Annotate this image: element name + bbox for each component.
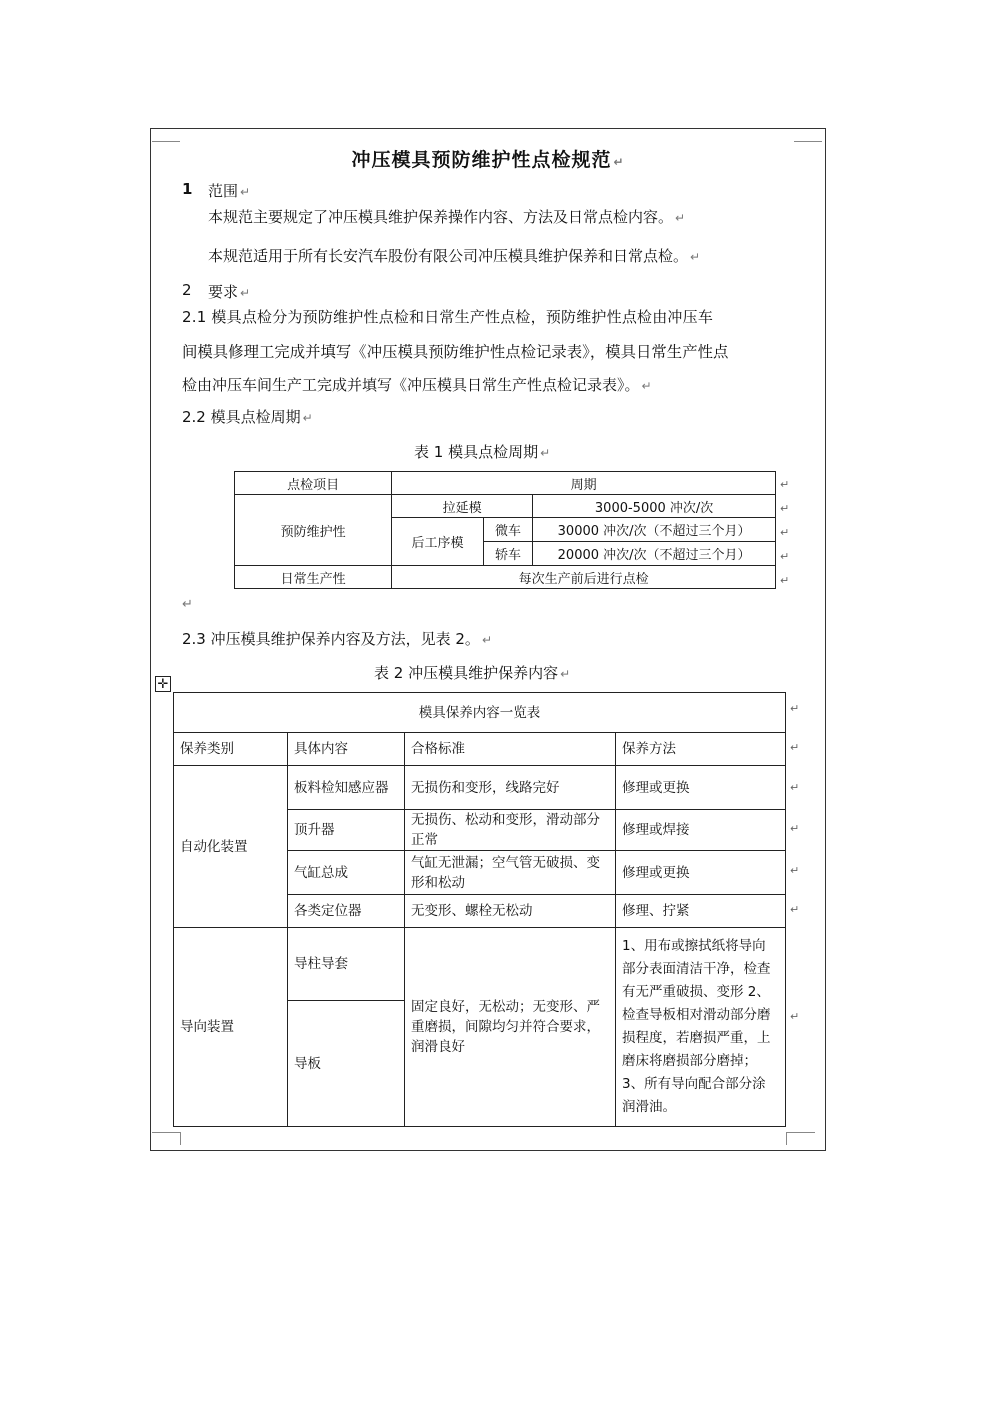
- row-end-mark: ↵: [790, 864, 800, 877]
- t2-standard: 气缸无泄漏；空气管无破损、变形和松动: [405, 851, 616, 895]
- t2-guide-pillar-bush: 导柱导套: [288, 928, 405, 1001]
- crop-mark-tl: [152, 129, 180, 142]
- document-title: 冲压模具预防维护性点检规范 ↵: [351, 149, 625, 171]
- row-end-mark: ↵: [780, 502, 790, 515]
- t2-standard: 无损伤和变形，线路完好: [405, 766, 616, 810]
- section-1-number: 1: [182, 180, 193, 198]
- t2-method: 修理或更换: [616, 851, 786, 895]
- paragraph-2-1-line-3: 检由冲压车间生产工完成并填写《冲压模具日常生产性点检记录表》。 ↵: [182, 376, 652, 394]
- table-2-caption: 表 2 冲压模具维护保养内容 ↵: [374, 664, 571, 682]
- t2-guide-method: 1、用布或擦拭纸将导向部分表面清洁干净，检查有无严重破损、变形 2、检查导板相对滑动部分磨损程度，若磨损严重，上磨床将磨损部分磨掉； 3、所有导向配合部分涂润滑油。: [616, 928, 786, 1127]
- t2-standard: 无变形、螺栓无松动: [405, 895, 616, 928]
- row-end-mark: ↵: [790, 1010, 800, 1023]
- t2-guide-plate: 导板: [288, 1001, 405, 1127]
- section-2-heading: 要求 ↵: [208, 283, 251, 301]
- t1-micro-car: 微车: [483, 518, 532, 542]
- section-2-number: 2: [182, 281, 192, 299]
- table-1-inspection-cycle: [234, 471, 776, 589]
- crop-mark-br: [786, 1132, 815, 1145]
- table-move-handle-icon[interactable]: ✛: [155, 676, 171, 692]
- row-end-mark: ↵: [790, 781, 800, 794]
- row-end-mark: ↵: [790, 822, 800, 835]
- t1-header-item: 点检项目: [235, 472, 392, 495]
- paragraph-2-1-line-2: 间模具修理工完成并填写《冲压模具预防维护性点检记录表》，模具日常生产性点: [182, 343, 729, 361]
- paragraph-2-2: 2.2 模具点检周期 ↵: [182, 408, 313, 426]
- t1-post-process-die: 后工序模: [392, 518, 484, 566]
- row-end-mark: ↵: [780, 526, 790, 539]
- t1-draw-die-value: 3000-5000 冲次/次: [533, 495, 776, 518]
- t1-preventive: 预防维护性: [235, 495, 392, 566]
- t1-micro-car-value: 30000 冲次/次（不超过三个月）: [533, 518, 776, 542]
- t2-method: 修理、拧紧: [616, 895, 786, 928]
- row-end-mark: ↵: [780, 478, 790, 491]
- section-1-paragraph-2: 本规范适用于所有长安汽车股份有限公司冲压模具维护保养和日常点检。 ↵: [208, 247, 701, 265]
- paragraph-mark: ↵: [182, 597, 193, 612]
- section-1-paragraph-1: 本规范主要规定了冲压模具维护保养操作内容、方法及日常点检内容。 ↵: [208, 208, 686, 226]
- t2-content: 板料检知感应器: [288, 766, 405, 810]
- t2-method: 修理或焊接: [616, 810, 786, 851]
- row-end-mark: ↵: [790, 702, 800, 715]
- row-end-mark: ↵: [780, 550, 790, 563]
- table-2-maintenance-content: [173, 692, 786, 1127]
- t2-content: 气缸总成: [288, 851, 405, 895]
- t1-draw-die: 拉延模: [392, 495, 533, 518]
- t2-guide-standard: 固定良好，无松动；无变形、严重磨损，间隙均匀并符合要求，润滑良好: [405, 928, 616, 1127]
- t2-header-content: 具体内容: [288, 733, 405, 766]
- t2-guide-category: 导向装置: [174, 928, 288, 1127]
- t1-daily: 日常生产性: [235, 566, 392, 589]
- row-end-mark: ↵: [790, 903, 800, 916]
- t2-header-method: 保养方法: [616, 733, 786, 766]
- t1-sedan: 轿车: [483, 542, 532, 566]
- row-end-mark: ↵: [780, 574, 790, 587]
- t2-header-category: 保养类别: [174, 733, 288, 766]
- t2-automation-category: 自动化装置: [174, 766, 288, 928]
- section-1-heading: 范围 ↵: [208, 182, 251, 200]
- t2-content: 顶升器: [288, 810, 405, 851]
- paragraph-2-1-line-1: 2.1 模具点检分为预防维护性点检和日常生产性点检，预防维护性点检由冲压车: [182, 308, 714, 326]
- crop-mark-tr: [794, 129, 822, 142]
- t1-daily-value: 每次生产前后进行点检: [392, 566, 776, 589]
- t1-header-cycle: 周期: [392, 472, 776, 495]
- crop-mark-bl: [152, 1132, 181, 1145]
- paragraph-2-3: 2.3 冲压模具维护保养内容及方法，见表 2。 ↵: [182, 630, 492, 648]
- t2-method: 修理或更换: [616, 766, 786, 810]
- t2-standard: 无损伤、松动和变形，滑动部分正常: [405, 810, 616, 851]
- t2-header-standard: 合格标准: [405, 733, 616, 766]
- table-1-caption: 表 1 模具点检周期 ↵: [414, 443, 551, 461]
- t1-sedan-value: 20000 冲次/次（不超过三个月）: [533, 542, 776, 566]
- t2-title: 模具保养内容一览表: [174, 693, 786, 733]
- row-end-mark: ↵: [790, 741, 800, 754]
- t2-content: 各类定位器: [288, 895, 405, 928]
